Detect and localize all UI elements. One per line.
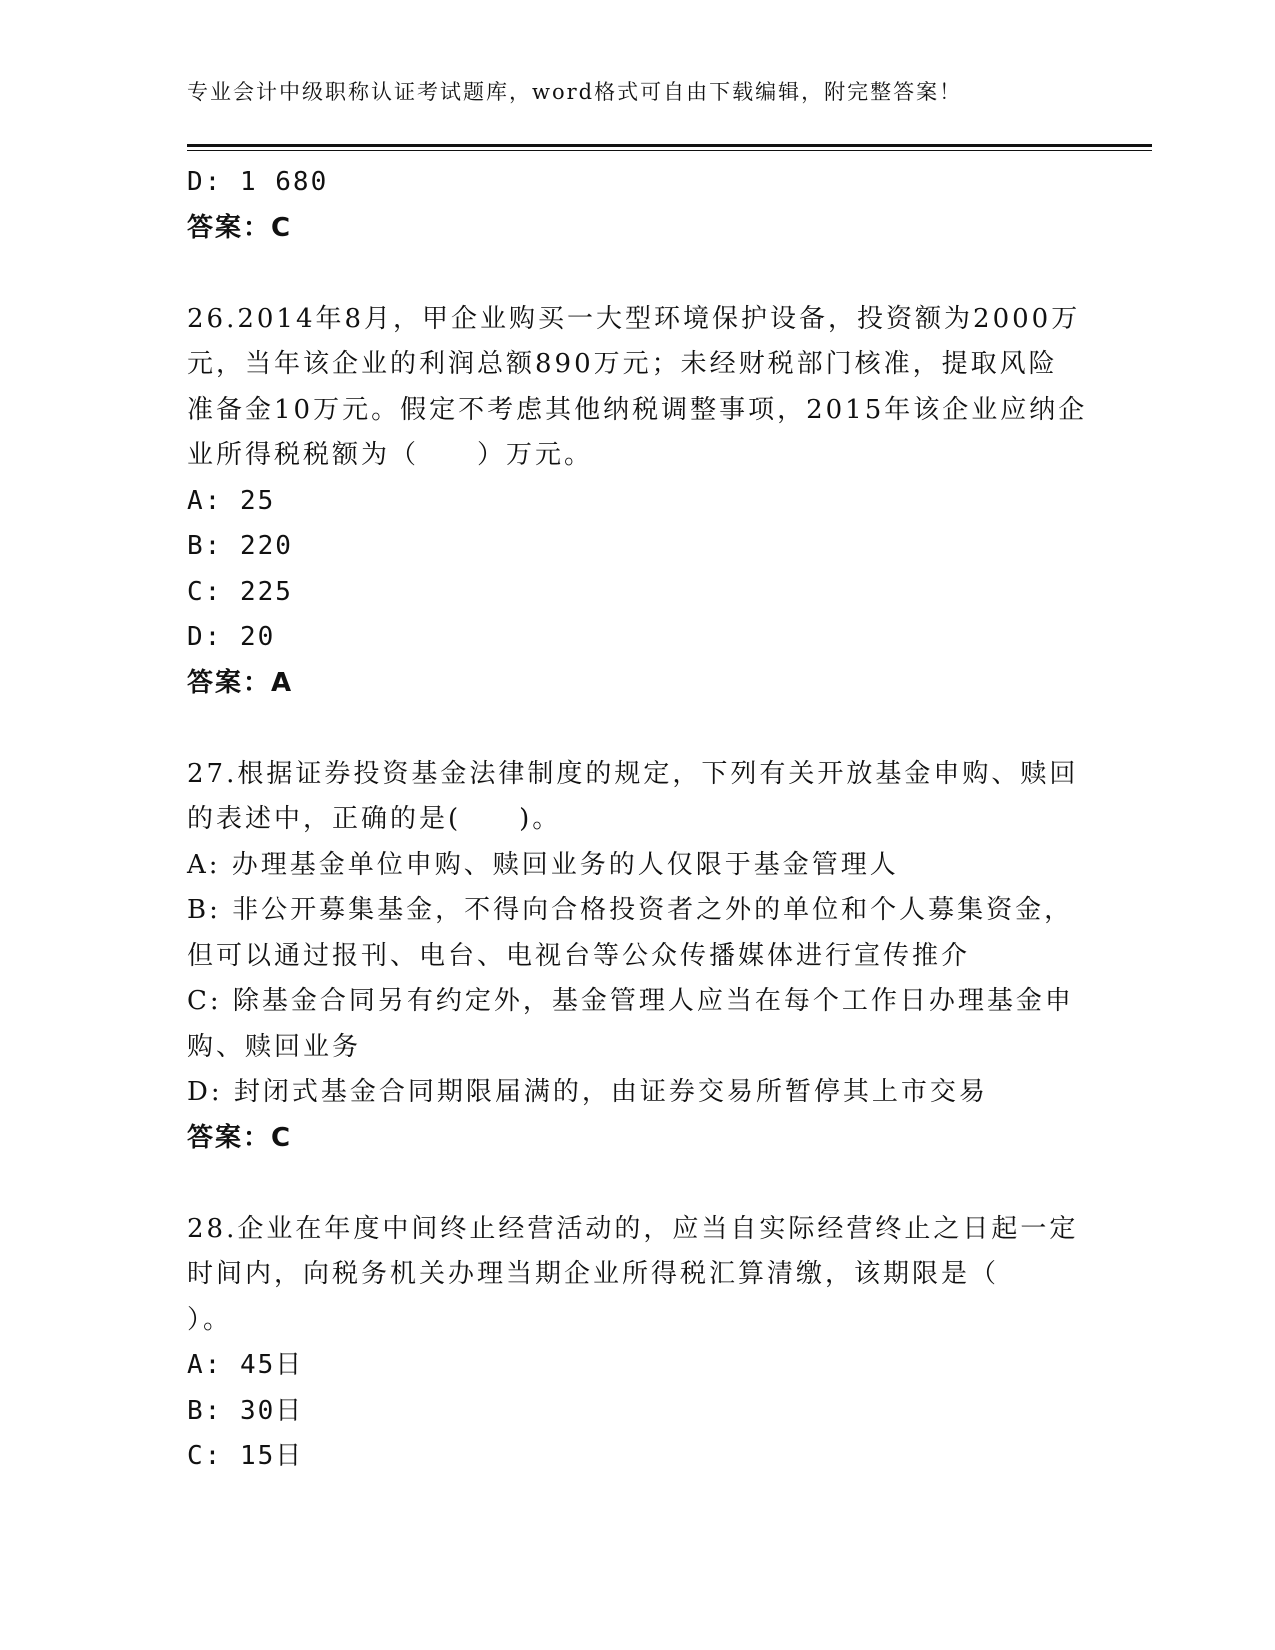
question-stem-line: 准备金10万元。假定不考虑其他纳税调整事项，2015年该企业应纳企 bbox=[187, 394, 1088, 425]
question-26 bbox=[187, 297, 1087, 707]
question-27 bbox=[187, 752, 1087, 1162]
option-a: A: 45日 bbox=[187, 1350, 304, 1380]
spacer bbox=[187, 1161, 1087, 1207]
option-a: A: 25 bbox=[187, 485, 276, 516]
question-stem-line: 27.根据证券投资基金法律制度的规定，下列有关开放基金申购、赎回 bbox=[187, 758, 1079, 789]
option-d: D: 1 680 bbox=[187, 167, 329, 197]
page-header: 专业会计中级职称认证考试题库，word格式可自由下载编辑，附完整答案！ bbox=[187, 80, 963, 104]
option-b-continued: 但可以通过报刊、电台、电视台等公众传播媒体进行宣传推介 bbox=[187, 940, 971, 971]
answer: 答案：C bbox=[187, 1122, 293, 1153]
question-stem-line: 业所得税税额为（ ）万元。 bbox=[187, 440, 594, 470]
spacer bbox=[187, 251, 1087, 297]
question-stem-line: 26.2014年8月，甲企业购买一大型环境保护设备，投资额为2000万 bbox=[187, 303, 1081, 334]
option-b: B: 非公开募集基金，不得向合格投资者之外的单位和个人募集资金， bbox=[187, 895, 1074, 925]
answer: 答案：A bbox=[187, 667, 294, 698]
option-d: D: 封闭式基金合同期限届满的，由证券交易所暂停其上市交易 bbox=[187, 1077, 988, 1107]
option-c: C: 15日 bbox=[187, 1441, 304, 1471]
question-stem-line: ）。 bbox=[187, 1304, 233, 1335]
question-stem-line: 元，当年该企业的利润总额890万元；未经财税部门核准，提取风险 bbox=[187, 349, 1058, 379]
answer: 答案：C bbox=[187, 212, 293, 243]
option-b: B: 220 bbox=[187, 531, 293, 561]
option-b: B: 30日 bbox=[187, 1395, 304, 1426]
document-body bbox=[187, 160, 1087, 1480]
option-c-continued: 购、赎回业务 bbox=[187, 1031, 362, 1062]
option-a: A: 办理基金单位申购、赎回业务的人仅限于基金管理人 bbox=[187, 849, 899, 880]
spacer bbox=[187, 706, 1087, 752]
question-stem-line: 28.企业在年度中间终止经营活动的，应当自实际经营终止之日起一定 bbox=[187, 1213, 1079, 1244]
option-d: D: 20 bbox=[187, 622, 276, 652]
question-28 bbox=[187, 1207, 1087, 1480]
header-rule-thick bbox=[187, 144, 1152, 147]
question-stem-line: 时间内，向税务机关办理当期企业所得税汇算清缴，该期限是（ bbox=[187, 1259, 1000, 1289]
option-c: C: 225 bbox=[187, 576, 293, 607]
header-rule-thin bbox=[187, 150, 1152, 151]
question-stem-line: 的表述中，正确的是( )。 bbox=[187, 804, 562, 834]
option-c: C: 除基金合同另有约定外，基金管理人应当在每个工作日办理基金申 bbox=[187, 986, 1074, 1016]
